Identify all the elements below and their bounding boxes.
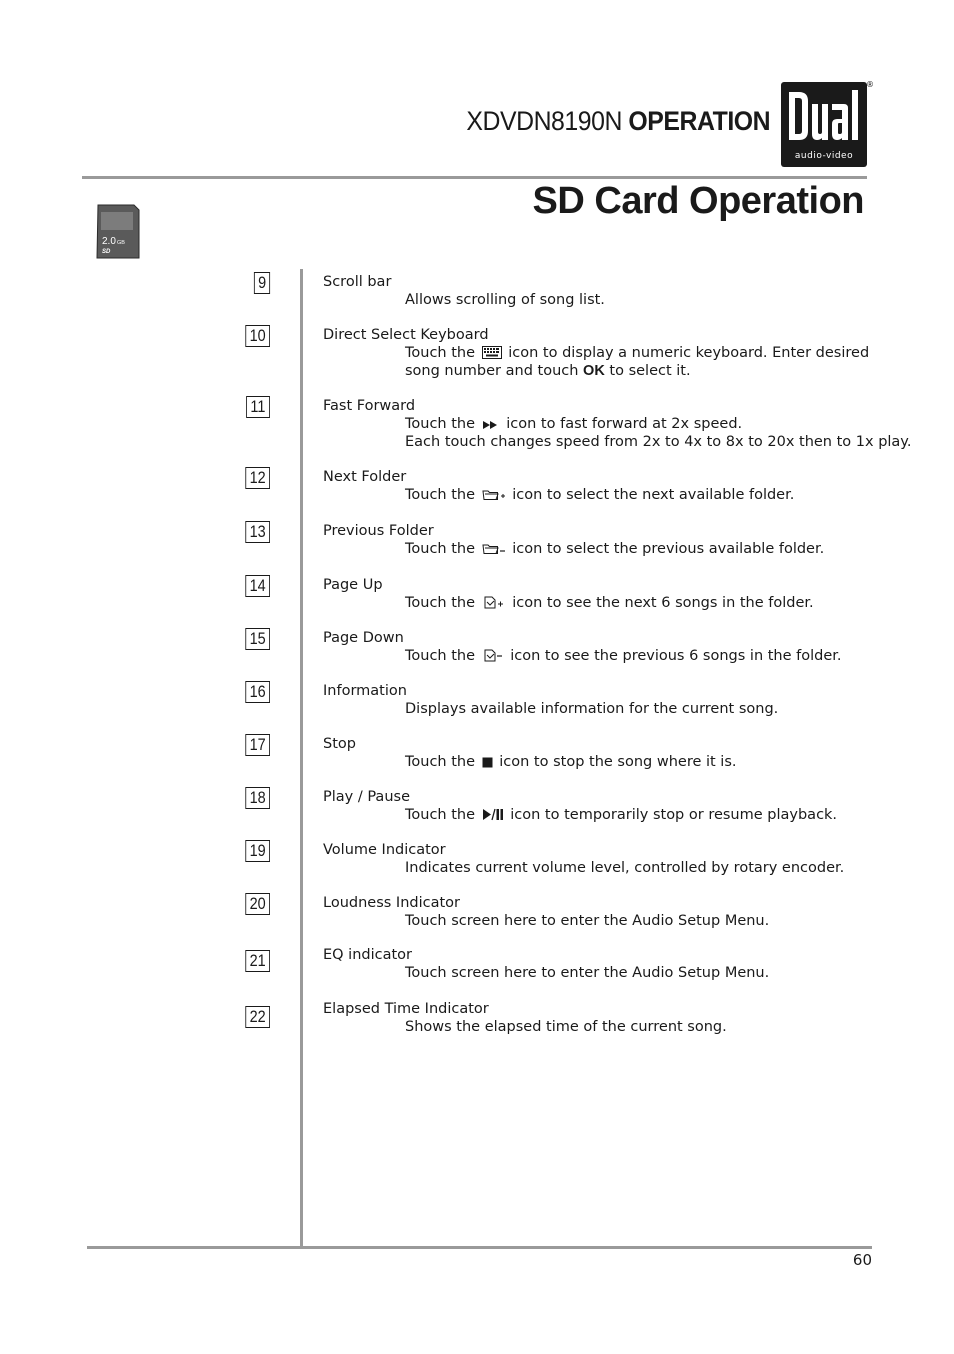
entry-description: Displays available information for the current song.	[405, 701, 779, 717]
entry-description: Touch the icon to select the previous available folder.	[405, 541, 825, 557]
folder-next-icon	[482, 488, 506, 501]
entry-title: Page Down	[323, 630, 404, 646]
entry-title: Loudness Indicator	[323, 895, 460, 911]
entry-title: Fast Forward	[323, 398, 416, 414]
operation-label: OPERATION	[628, 106, 770, 136]
entry-description: Allows scrolling of song list.	[405, 292, 605, 308]
entry-description: Touch the icon to fast forward at 2x speed. Each touch changes speed from 2x to 4x to 8x to 20x then to 1x play.	[405, 416, 912, 450]
header-model-operation	[466, 106, 770, 137]
fast-forward-icon	[482, 420, 500, 430]
entry-number: 16	[245, 681, 270, 703]
entry-number: 10	[245, 325, 270, 347]
entry-title: Play / Pause	[323, 789, 410, 805]
entry-number: 11	[246, 396, 270, 418]
entry-number: 12	[245, 467, 270, 489]
entry-title: Information	[323, 683, 407, 699]
keyboard-icon	[482, 346, 502, 359]
sd-card-icon	[96, 204, 140, 259]
entry-number: 15	[245, 628, 270, 650]
entry-description: Touch the icon to select the next available folder.	[405, 487, 795, 503]
entry-number: 20	[245, 893, 270, 915]
entry-title: Previous Folder	[323, 523, 434, 539]
entry-number: 19	[245, 840, 270, 862]
entry-title: Volume Indicator	[323, 842, 446, 858]
entry-description: Touch the icon to display a numeric keyboard. Enter desired song number and touch OK to select it.	[405, 345, 870, 379]
sd-mark: SD	[102, 249, 111, 255]
dual-logo-mark	[781, 82, 867, 148]
entry-number: 17	[245, 734, 270, 756]
page-number: 60	[852, 1251, 872, 1269]
entry-description: Touch the icon to temporarily stop or resume playback.	[405, 807, 838, 823]
entry-title: Next Folder	[323, 469, 407, 485]
page-title: SD Card Operation	[532, 180, 864, 222]
entry-title: Page Up	[323, 577, 383, 593]
entry-description: Touch screen here to enter the Audio Setup Menu.	[405, 965, 770, 981]
entry-number: 13	[245, 521, 270, 543]
stop-icon	[482, 757, 493, 768]
page-up-icon	[482, 596, 506, 609]
entry-number: 14	[245, 575, 270, 597]
column-divider	[300, 269, 303, 1248]
entry-number: 9	[253, 272, 270, 294]
entry-title: EQ indicator	[323, 947, 413, 963]
entry-title: Direct Select Keyboard	[323, 327, 489, 343]
sd-capacity: 2.0	[102, 236, 116, 247]
logo-subtitle: audio-video	[794, 151, 854, 161]
footer-rule	[87, 1246, 872, 1249]
entry-description: Touch the icon to stop the song where it is.	[405, 754, 737, 770]
entry-description: Touch the icon to see the previous 6 songs in the folder.	[405, 648, 842, 664]
entry-title: Stop	[323, 736, 356, 752]
entry-number: 21	[245, 950, 270, 972]
registered-mark: ®	[866, 80, 874, 89]
entry-description: Indicates current volume level, controlled by rotary encoder.	[405, 860, 845, 876]
entry-description: Touch screen here to enter the Audio Setup Menu.	[405, 913, 770, 929]
play-pause-icon	[482, 808, 504, 821]
header-rule	[82, 176, 867, 179]
sd-unit: GB	[117, 240, 125, 246]
page-down-icon	[482, 649, 504, 662]
entry-title: Scroll bar	[323, 274, 392, 290]
folder-previous-icon	[482, 542, 506, 555]
entry-number: 18	[245, 787, 270, 809]
entry-description: Shows the elapsed time of the current song.	[405, 1019, 727, 1035]
model-name: XDVDN8190N	[466, 106, 622, 136]
dual-logo	[781, 82, 867, 167]
ok-label: OK	[583, 363, 605, 379]
entry-description: Touch the icon to see the next 6 songs in the folder.	[405, 595, 814, 611]
entry-title: Elapsed Time Indicator	[323, 1001, 489, 1017]
entry-number: 22	[245, 1006, 270, 1028]
